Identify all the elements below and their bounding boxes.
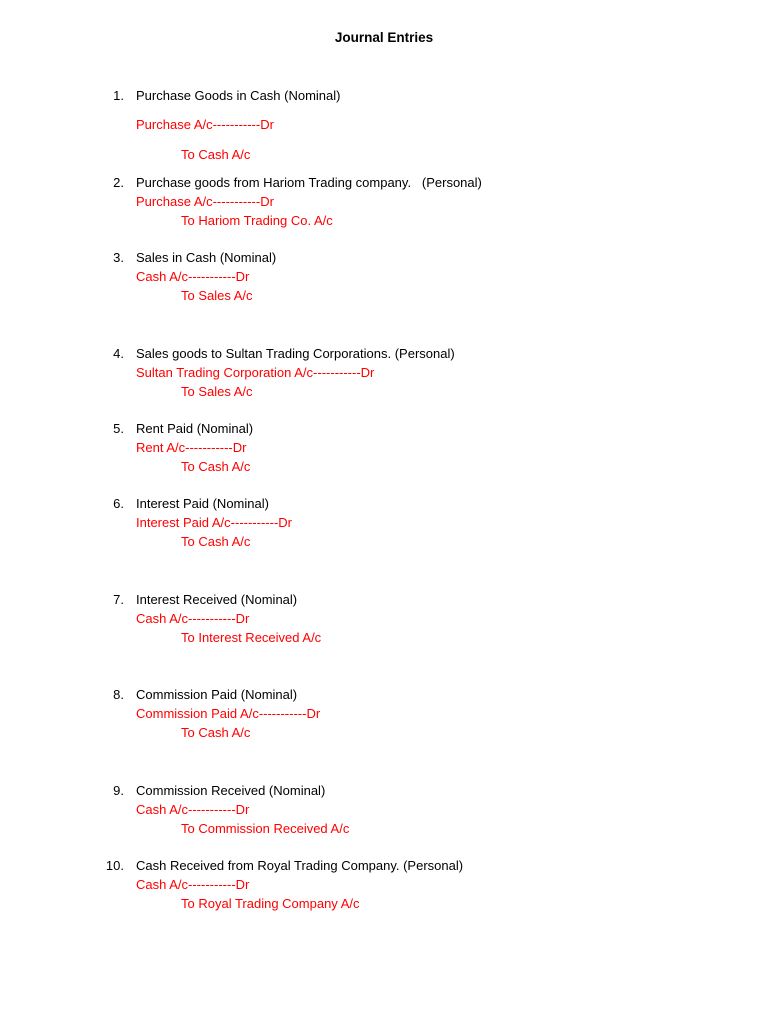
entry-question: Sales in Cash (Nominal) xyxy=(136,250,277,265)
entry-question: Purchase goods from Hariom Trading company. (Personal) xyxy=(136,175,482,190)
entry-credit: To Interest Received A/c xyxy=(181,630,322,645)
entry-number: 1. xyxy=(113,88,124,103)
entry-number: 4. xyxy=(113,346,124,361)
entry-debit: Purchase A/c-----------Dr xyxy=(136,194,274,209)
entry-credit: To Cash A/c xyxy=(181,147,251,162)
entry-number: 6. xyxy=(113,496,124,511)
journal-entry-10 xyxy=(0,857,768,914)
entry-question-row xyxy=(0,686,768,705)
entry-credit: To Sales A/c xyxy=(181,384,253,399)
entry-credit: To Cash A/c xyxy=(181,459,251,474)
entry-question-row xyxy=(0,249,768,268)
journal-entry-6 xyxy=(0,495,768,552)
entry-number: 2. xyxy=(113,175,124,190)
journal-entry-2 xyxy=(0,174,768,231)
entry-question: Commission Received (Nominal) xyxy=(136,783,326,798)
entry-credit: To Cash A/c xyxy=(181,534,251,549)
journal-entry-9 xyxy=(0,782,768,839)
entry-question-row xyxy=(0,782,768,801)
entry-debit: Cash A/c-----------Dr xyxy=(136,877,250,892)
entry-question-row xyxy=(0,420,768,439)
journal-entry-5 xyxy=(0,420,768,477)
entry-debit: Rent A/c-----------Dr xyxy=(136,440,247,455)
entry-question-row xyxy=(0,857,768,876)
entry-debit: Cash A/c-----------Dr xyxy=(136,269,250,284)
entry-question: Cash Received from Royal Trading Company. (Personal) xyxy=(136,858,464,873)
entry-question-row xyxy=(0,495,768,514)
entry-question-row xyxy=(0,87,768,106)
entry-question-row xyxy=(0,174,768,193)
entry-number: 5. xyxy=(113,421,124,436)
entry-credit: To Commission Received A/c xyxy=(181,821,350,836)
journal-entry-3 xyxy=(0,249,768,306)
entry-number: 10. xyxy=(105,858,124,873)
entry-number: 9. xyxy=(113,783,124,798)
entry-debit: Sultan Trading Corporation A/c-----------Dr xyxy=(136,365,375,380)
entry-debit: Cash A/c-----------Dr xyxy=(136,611,250,626)
entry-question: Sales goods to Sultan Trading Corporations. (Personal) xyxy=(136,346,455,361)
journal-entry-4 xyxy=(0,345,768,402)
entry-credit: To Sales A/c xyxy=(181,288,253,303)
entry-question: Purchase Goods in Cash (Nominal) xyxy=(136,88,341,103)
entry-question: Interest Received (Nominal) xyxy=(136,592,298,607)
entry-debit: Interest Paid A/c-----------Dr xyxy=(136,515,292,530)
entry-question: Commission Paid (Nominal) xyxy=(136,687,298,702)
entry-question-row xyxy=(0,591,768,610)
entry-number: 8. xyxy=(113,687,124,702)
entry-question-row xyxy=(0,345,768,364)
journal-entry-8 xyxy=(0,686,768,743)
entry-credit: To Royal Trading Company A/c xyxy=(181,896,360,911)
entry-number: 7. xyxy=(113,592,124,607)
entry-question: Interest Paid (Nominal) xyxy=(136,496,269,511)
entry-debit: Cash A/c-----------Dr xyxy=(136,802,250,817)
entry-debit: Purchase A/c-----------Dr xyxy=(136,117,274,132)
journal-entry-1 xyxy=(0,87,768,165)
entry-number: 3. xyxy=(113,250,124,265)
entry-debit: Commission Paid A/c-----------Dr xyxy=(136,706,321,721)
entry-credit: To Cash A/c xyxy=(181,725,251,740)
entry-credit: To Hariom Trading Co. A/c xyxy=(181,213,333,228)
entry-question: Rent Paid (Nominal) xyxy=(136,421,254,436)
journal-entry-7 xyxy=(0,591,768,648)
page-title: Journal Entries xyxy=(334,30,434,45)
